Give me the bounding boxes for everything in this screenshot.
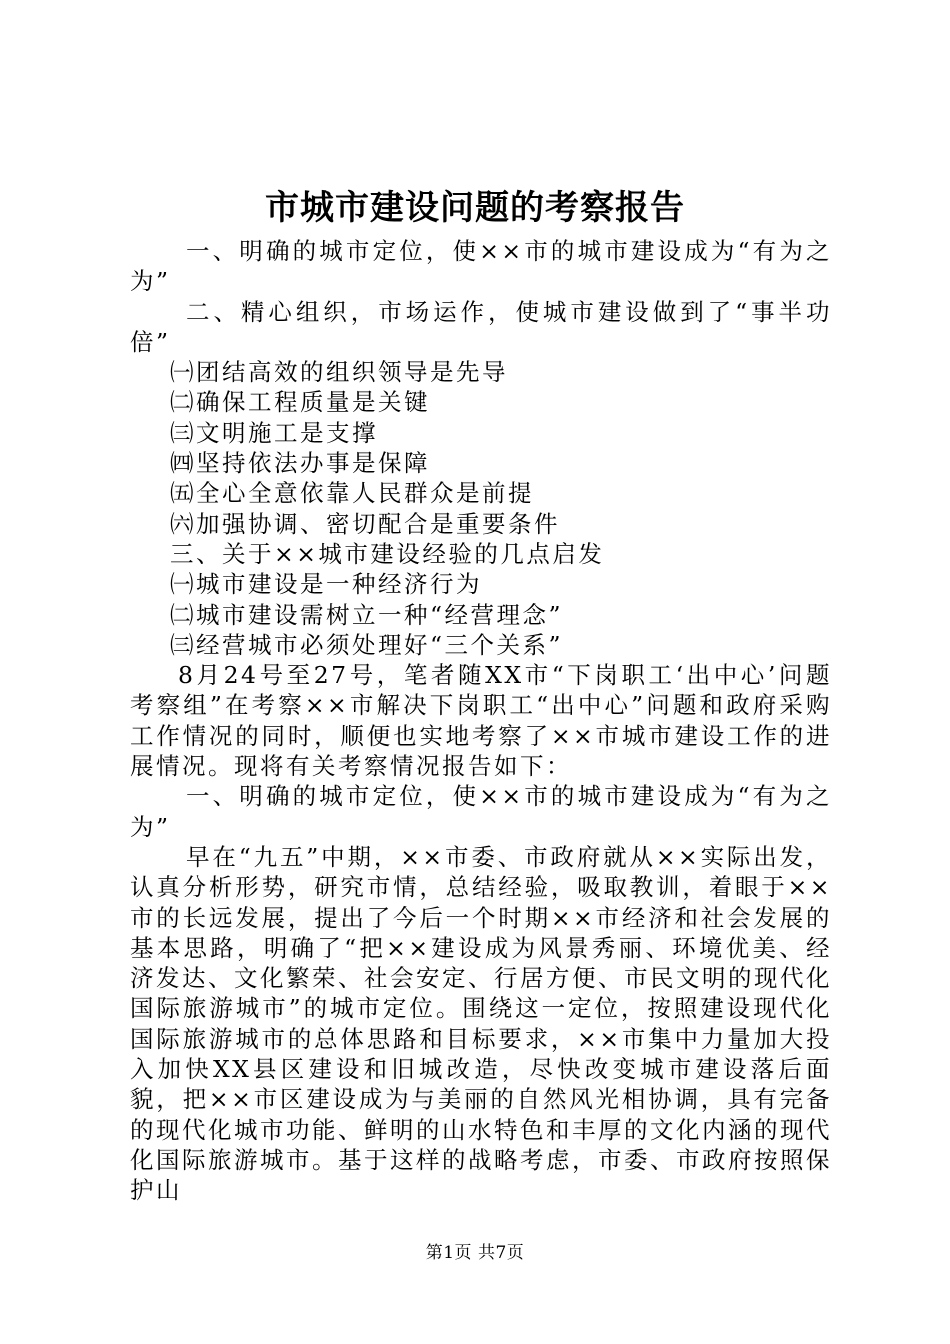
subsection-item: ㈥加强协调、密切配合是重要条件: [170, 509, 560, 538]
page-footer: 第1页 共7页: [425, 1243, 525, 1263]
subsection-item: ㈡确保工程质量是关键: [170, 388, 430, 417]
subsection-item: ㈠团结高效的组织领导是先导: [170, 358, 508, 387]
document-title: 市城市建设问题的考察报告: [265, 188, 685, 228]
section-heading-3: 三、关于××城市建设经验的几点启发: [170, 539, 605, 568]
subsection-item: ㈡城市建设需树立一种“经营理念”: [170, 600, 564, 629]
body-paragraph: 早在“九五”中期，××市委、市政府就从××实际出发，认真分析形势，研究市情，总结经验，吸取教训，着眼于××市的长远发展，提出了今后一个时期××市经济和社会发展的基本思路，明确了“把××建设成为风景秀丽、环境优美、经济发达、文化繁荣、社会安定、行居方便、市民文明的现代化国际旅游城市”的城市定位。围绕这一定位，按照建设现代化国际旅游城市的总体思路和目标要求，××市集中力量加大投入加快XX县区建设和旧城改造，尽快改变城市建设落后面貌，把××市区建设成为与美丽的自然风光相协调，具有完备的现代化城市功能、鲜明的山水特色和丰厚的文化内涵的现代化国际旅游城市。基于这样的战略考虑，市委、市政府按照保护山: [130, 842, 832, 1205]
section-heading-1-repeat: 一、明确的城市定位，使××市的城市建设成为“有为之为”: [130, 782, 832, 841]
document-body: [130, 236, 832, 1206]
subsection-item: ㈢经营城市必须处理好“三个关系”: [170, 630, 564, 659]
subsection-item: ㈠城市建设是一种经济行为: [170, 570, 482, 599]
subsection-item: ㈣坚持依法办事是保障: [170, 449, 430, 478]
section-heading-2: 二、精心组织，市场运作，使城市建设做到了“事半功倍”: [130, 297, 832, 356]
subsection-item: ㈢文明施工是支撑: [170, 418, 378, 447]
section-heading-1: 一、明确的城市定位，使××市的城市建设成为“有为之为”: [130, 237, 832, 296]
intro-paragraph: 8月24号至27号，笔者随XX市“下岗职工‘出中心’问题考察组”在考察××市解决下岗职工“出中心”问题和政府采购工作情况的同时，顺便也实地考察了××市城市建设工作的进展情况。现将有关考察情况报告如下：: [130, 661, 832, 781]
subsection-item: ㈤全心全意依靠人民群众是前提: [170, 479, 534, 508]
